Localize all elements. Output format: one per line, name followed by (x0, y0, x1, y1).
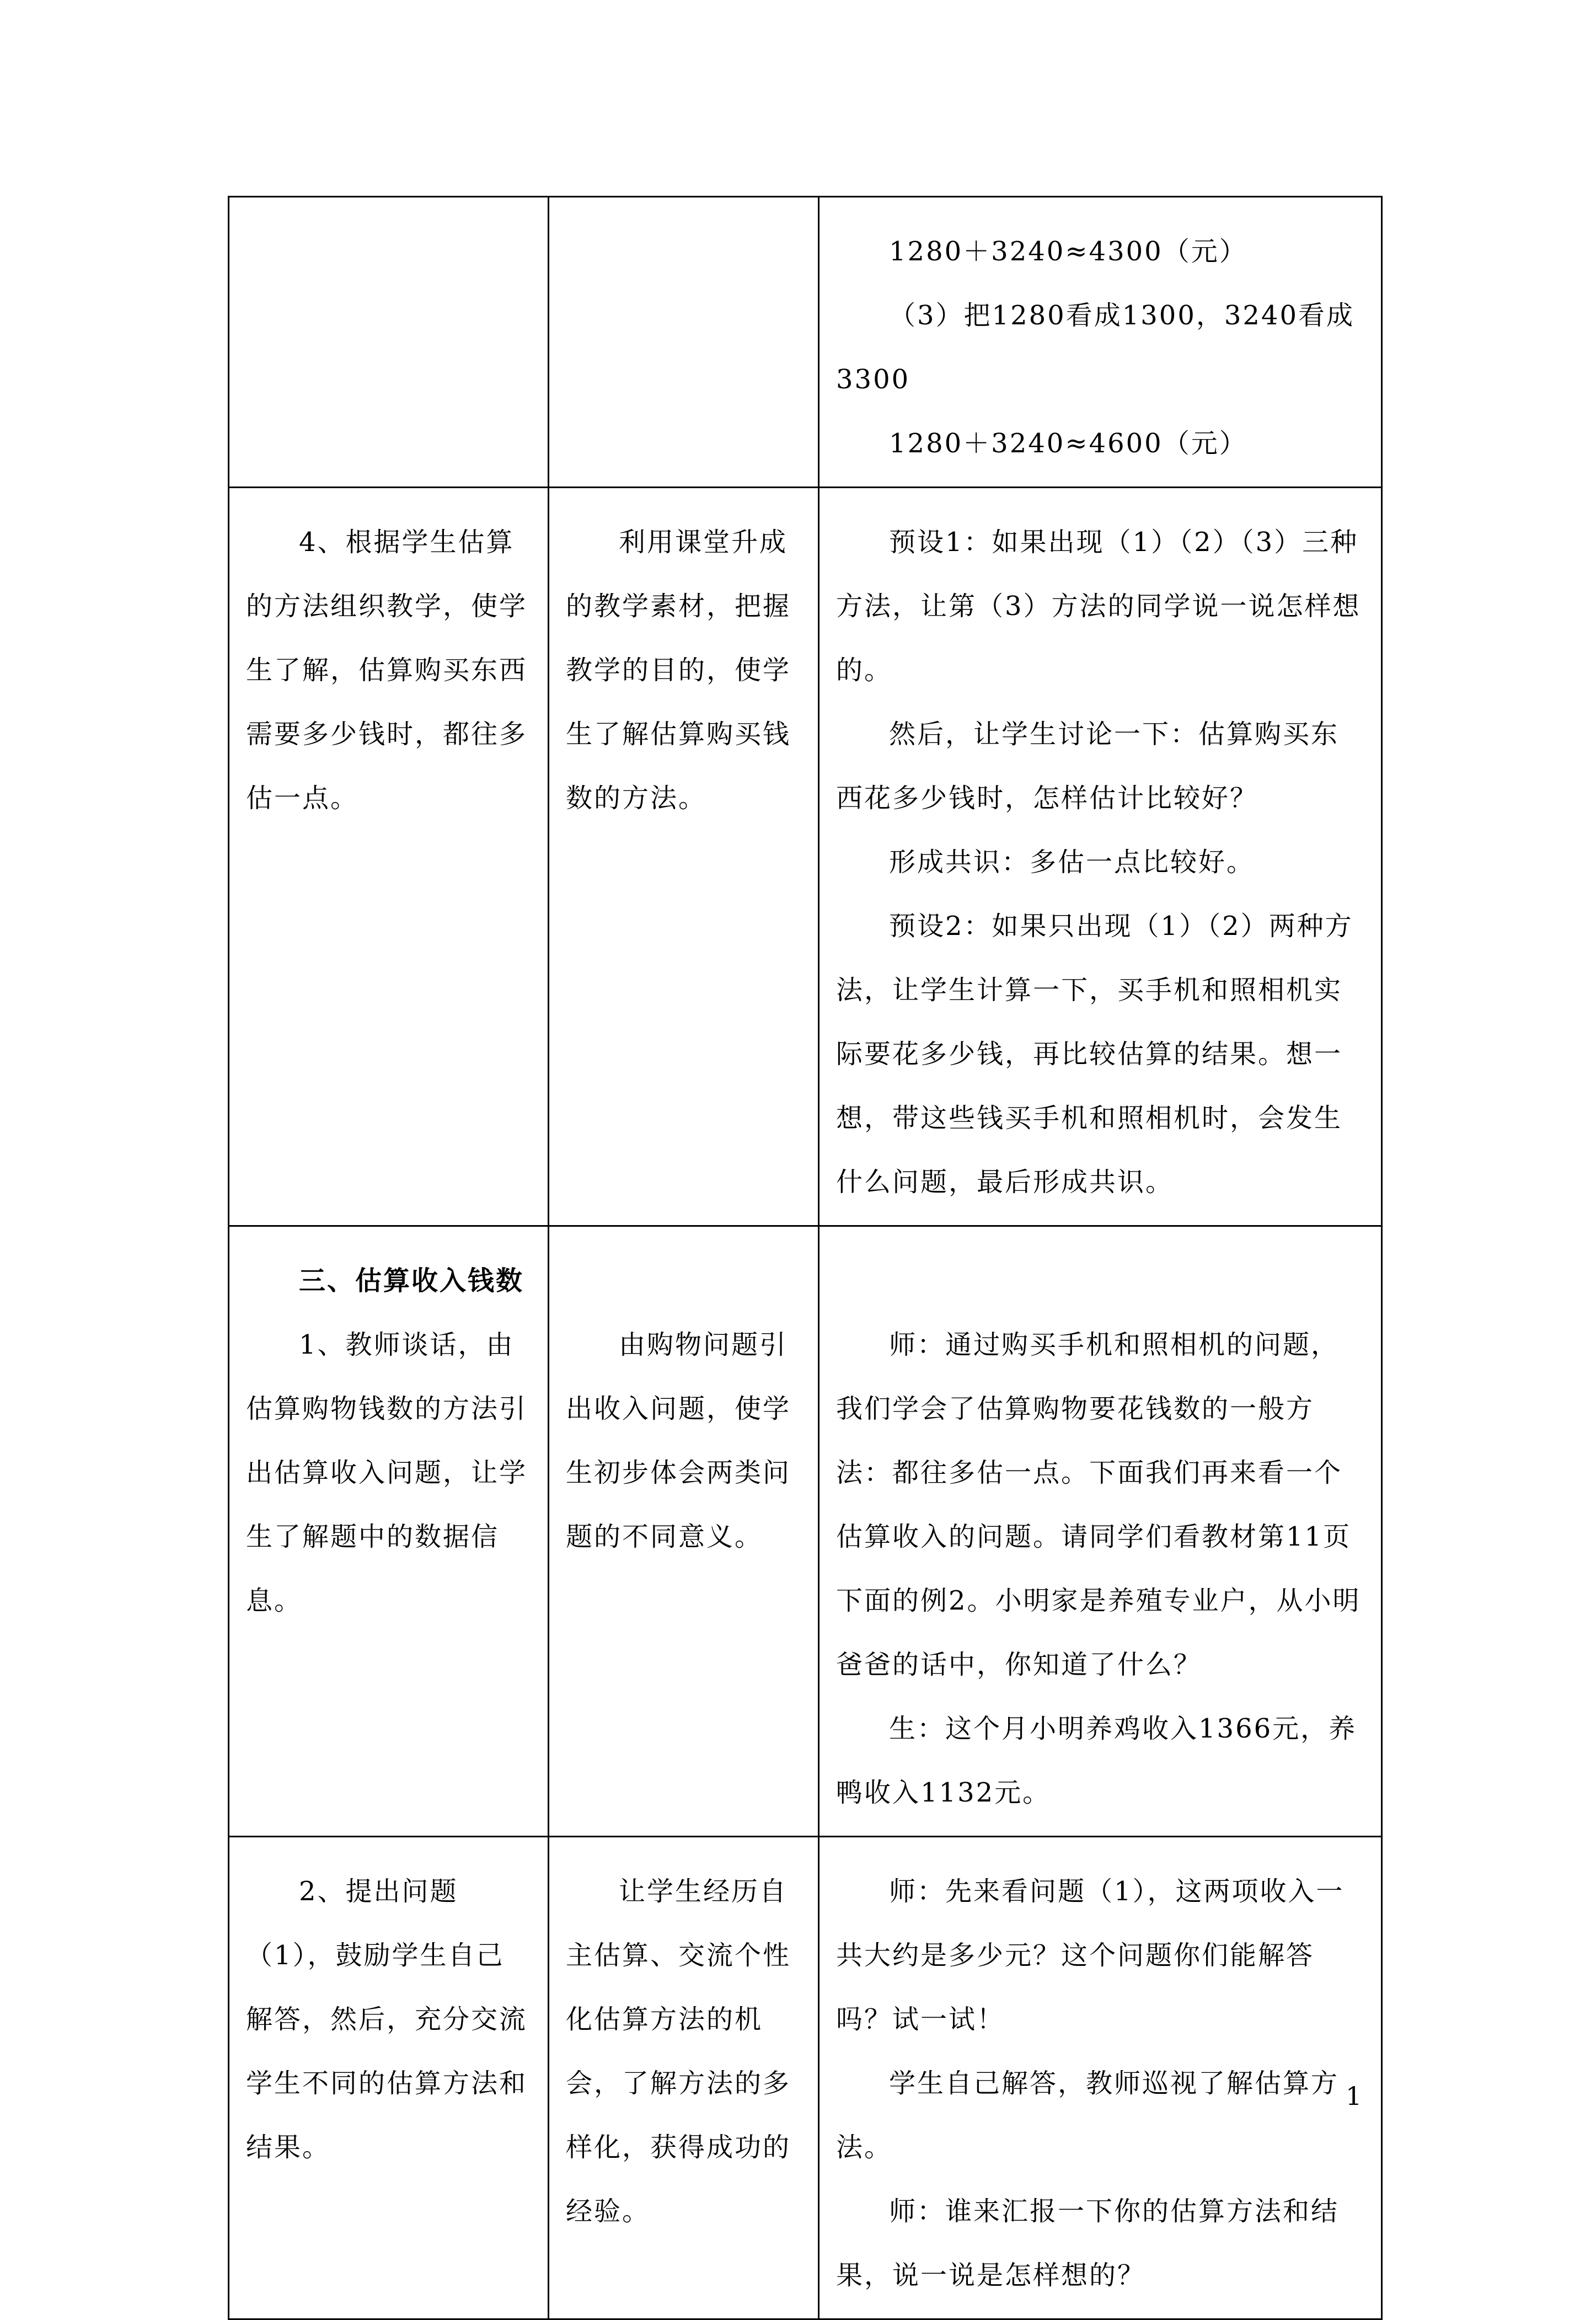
cell-paragraph (836, 1249, 1364, 1313)
cell-paragraph (566, 1249, 801, 1313)
table-body (229, 197, 1382, 2319)
cell-paragraph: （3）把1280看成1300，3240看成 (889, 300, 1355, 331)
activity-cell (229, 1226, 549, 1837)
activity-cell (229, 197, 549, 488)
cell-paragraph: 4、根据学生估算的方法组织教学，使学生了解，估算购买东西需要多少钱时，都往多估一点。 (246, 527, 528, 814)
intent-cell (549, 197, 819, 488)
cell-paragraph: 师：谁来汇报一下你的估算方法和结果，说一说是怎样想的？ (836, 2196, 1340, 2291)
cell-paragraph: 师：先来看问题（1），这两项收入一共大约是多少元？这个问题你们能解答吗？试一试！ (836, 1876, 1345, 2035)
page-number: 1 (1346, 2081, 1362, 2111)
cell-paragraph: 形成共识：多估一点比较好。 (889, 847, 1255, 878)
cell-paragraph: 然后，让学生讨论一下：估算购买东西花多少钱时，怎样估计比较好？ (836, 719, 1340, 814)
cell-paragraph: 师：通过购买手机和照相机的问题，我们学会了估算购物要花钱数的一般方法：都往多估一点。下面我们再来看一个估算收入的问题。请同学们看教材第11页下面的例2。小明家是养殖专业户，从小明爸爸的话中，你知道了什么？ (836, 1329, 1361, 1680)
cell-paragraph: 2、提出问题（1），鼓励学生自己解答，然后，充分交流学生不同的估算方法和结果。 (246, 1876, 528, 2163)
cell-paragraph: 1280＋3240≈4300（元） (889, 236, 1247, 267)
process-cell (819, 1226, 1382, 1837)
cell-paragraph: 由购物问题引出收入问题，使学生初步体会两类问题的不同意义。 (566, 1329, 791, 1552)
process-cell (819, 1837, 1382, 2319)
cell-paragraph: 学生自己解答，教师巡视了解估算方法。 (836, 2068, 1340, 2163)
process-cell (819, 488, 1382, 1226)
activity-cell (229, 488, 549, 1226)
intent-cell (549, 1837, 819, 2319)
intent-cell (549, 1226, 819, 1837)
activity-cell (229, 1837, 549, 2319)
cell-paragraph: 预设1：如果出现（1）（2）（3）三种方法，让第（3）方法的同学说一说怎样想的。 (836, 527, 1361, 686)
intent-cell (549, 488, 819, 1226)
table-row (229, 1226, 1382, 1837)
cell-paragraph: 3300 (836, 364, 911, 395)
table-row (229, 1837, 1382, 2319)
table-row (229, 488, 1382, 1226)
cell-paragraph: 1280＋3240≈4600（元） (889, 428, 1247, 459)
table-row (229, 197, 1382, 488)
cell-paragraph: 预设2：如果只出现（1）（2）两种方法，让学生计算一下，买手机和照相机实际要花多少钱，再比较估算的结果。想一想，带这些钱买手机和照相机时，会发生什么问题，最后形成共识。 (836, 911, 1353, 1198)
section-heading: 三、估算收入钱数 (299, 1265, 524, 1296)
cell-paragraph: 生：这个月小明养鸡收入1366元，养鸭收入1132元。 (836, 1713, 1357, 1808)
lesson-plan-table (228, 196, 1383, 2320)
cell-paragraph: 利用课堂升成的教学素材，把握教学的目的，使学生了解估算购买钱数的方法。 (566, 527, 791, 814)
cell-paragraph: 1、教师谈话，由估算购物钱数的方法引出估算收入问题，让学生了解题中的数据信息。 (246, 1329, 528, 1616)
cell-paragraph: 让学生经历自主估算、交流个性化估算方法的机会，了解方法的多样化，获得成功的经验。 (566, 1876, 791, 2227)
process-cell (819, 197, 1382, 488)
